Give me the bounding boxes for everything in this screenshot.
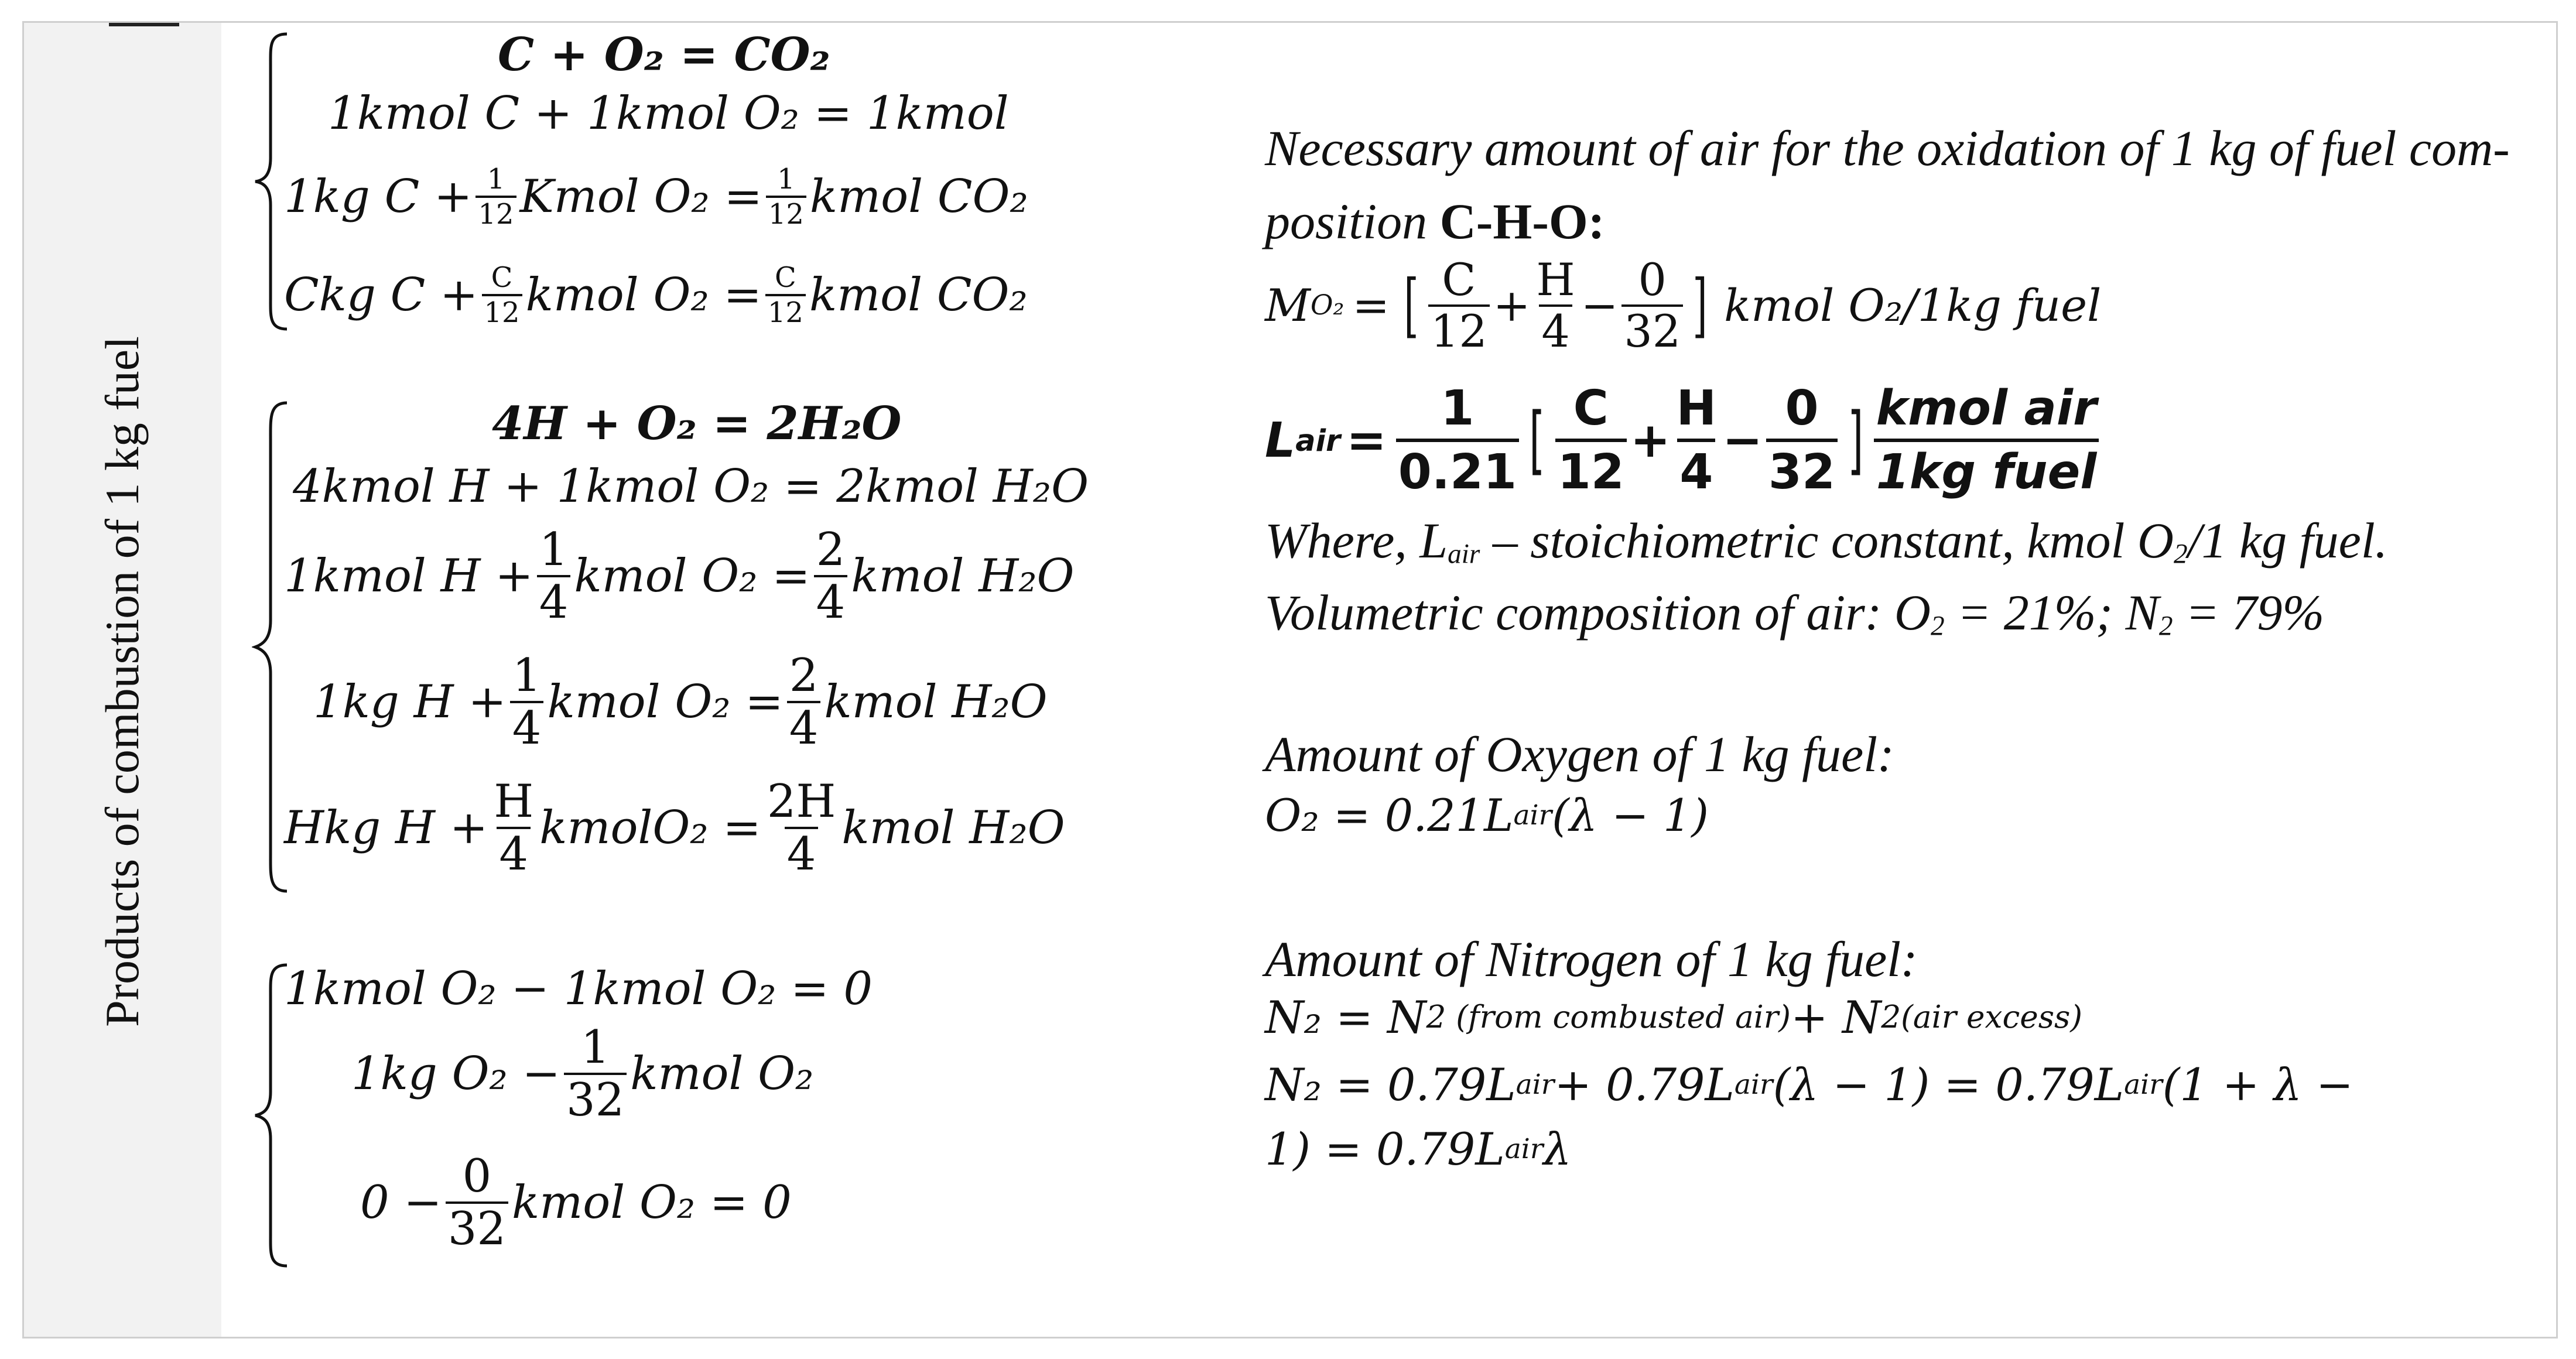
text-seg: =: [1346, 412, 1387, 468]
nitrogen-amount-heading: Amount of Nitrogen of 1 kg fuel:: [1265, 931, 1918, 987]
denominator: 0.21: [1396, 439, 1519, 500]
text-seg: kmol CO₂: [809, 269, 1028, 321]
text-seg: kmol CO₂: [809, 170, 1028, 223]
hydrogen-line-2: [284, 523, 1075, 629]
fraction: [1766, 381, 1838, 500]
numerator: 2: [789, 649, 819, 702]
subscript: air: [1516, 1069, 1555, 1101]
text-seg: M: [1265, 279, 1311, 331]
text-seg: kmol O₂ =: [525, 269, 762, 321]
left-bracket-icon: [: [1404, 265, 1419, 345]
denominator: 32: [564, 1073, 627, 1123]
operator: +: [1630, 412, 1671, 468]
text-seg: position: [1265, 193, 1440, 249]
numerator: 1: [539, 523, 569, 576]
operator: +: [1493, 279, 1531, 331]
text-seg: (λ − 1) = 0.79L: [1773, 1059, 2125, 1111]
carbon-head-equation: C + O₂ = CO₂: [498, 28, 830, 81]
denominator: 4: [814, 575, 848, 625]
denominator: 4: [537, 575, 571, 625]
text-seg: kmol O₂: [630, 1048, 814, 1100]
left-bracket-icon: [: [1529, 396, 1545, 484]
side-panel: [24, 23, 221, 1337]
text-seg: O₂ = 0.21L: [1265, 789, 1514, 841]
text-seg: N₂ = 0.79L: [1265, 1059, 1516, 1111]
intro-line-1: Necessary amount of air for the oxidation of 1 kg of fuel com-: [1265, 120, 2510, 176]
denominator: 1kg fuel: [1874, 439, 2099, 500]
text-seg: 1kmol H +: [284, 550, 533, 603]
denominator: 32: [1621, 304, 1683, 354]
numerator: 0: [462, 1150, 492, 1203]
volumetric-line: [1265, 584, 2325, 642]
denominator: 12: [475, 196, 516, 228]
fraction: [491, 775, 536, 881]
fraction: [537, 523, 571, 629]
carbon-equations: [252, 29, 1130, 345]
composition-label: C-H-O:: [1439, 193, 1605, 249]
text-seg: kmol O₂ =: [547, 676, 784, 728]
fraction: [475, 163, 516, 231]
right-bracket-icon: ]: [1692, 265, 1708, 345]
denominator: 4: [1539, 304, 1572, 354]
subscript: 2 (from combusted air): [1426, 999, 1791, 1036]
denominator: 4: [787, 701, 821, 751]
numerator: 1: [487, 163, 505, 196]
text-seg: 1) = 0.79L: [1265, 1123, 1505, 1175]
denominator: 12: [1428, 304, 1490, 354]
subscript: air: [1504, 1133, 1544, 1166]
unit: kmol O₂/1kg fuel: [1724, 279, 2102, 331]
text-seg: + N: [1790, 991, 1881, 1043]
side-dash-mark: [109, 23, 179, 26]
text-seg: (λ − 1): [1552, 789, 1709, 841]
intro-line-2: [1265, 193, 1605, 249]
text-seg: kmol H₂O: [851, 550, 1075, 603]
text-seg: Volumetric composition of air: O: [1265, 584, 1931, 641]
numerator: 2H: [767, 775, 836, 828]
fraction: [564, 1021, 627, 1127]
denominator: 12: [1555, 439, 1627, 500]
fraction: [1428, 254, 1490, 357]
subscript: air: [1734, 1069, 1773, 1101]
text-seg: Hkg H +: [284, 802, 488, 854]
side-label: Products of combustion of 1 kg fuel: [95, 336, 149, 1027]
carbon-line-2: [284, 163, 1028, 231]
fraction: [510, 649, 544, 755]
denominator: 4: [510, 701, 544, 751]
text-seg: + 0.79L: [1554, 1059, 1735, 1111]
hydrogen-line-4: [284, 775, 1065, 881]
hydrogen-equations: [252, 398, 1159, 902]
text-seg: N₂ = N: [1265, 991, 1426, 1043]
fraction: [814, 523, 848, 629]
fraction: [1674, 381, 1719, 500]
oxygen-line-1: 1kmol O₂ − 1kmol O₂ = 0: [284, 963, 873, 1015]
subscript: air: [2124, 1069, 2163, 1101]
denominator: 32: [446, 1201, 508, 1252]
fraction: [765, 263, 806, 327]
hydrogen-line-3: [313, 649, 1048, 755]
fraction: [765, 775, 839, 881]
text-seg: (1 + λ −: [2162, 1059, 2353, 1111]
text-seg: L: [1265, 412, 1296, 468]
oxygen-line-3: [360, 1150, 792, 1255]
text-seg: 1kg O₂ −: [351, 1048, 560, 1100]
text-seg: 0 −: [360, 1176, 442, 1229]
oxygen-amount-equation: [1265, 789, 1709, 841]
numerator: H: [1536, 254, 1575, 306]
text-seg: =: [1352, 279, 1390, 331]
text-seg: Kmol O₂ =: [519, 170, 762, 223]
denominator: 4: [497, 827, 531, 877]
subscript: 2: [1931, 611, 1945, 642]
fraction: [446, 1150, 508, 1255]
fraction: [1534, 254, 1577, 357]
numerator: H: [494, 775, 534, 828]
subscript: 2: [2158, 611, 2173, 642]
text-seg: λ: [1543, 1123, 1572, 1175]
oxygen-equations: [252, 960, 1013, 1288]
text-seg: = 21%; N: [1944, 584, 2159, 641]
fraction: [766, 163, 806, 231]
text-seg: kmol H₂O: [824, 676, 1048, 728]
lair-equation: [1265, 381, 2102, 500]
text-seg: kmolO₂ =: [539, 802, 761, 854]
operator: −: [1722, 412, 1763, 468]
text-seg: kmol O₂ =: [574, 550, 810, 603]
subscript: air: [1295, 423, 1341, 458]
nitrogen-equation-3: [1265, 1123, 1572, 1175]
fraction: [482, 263, 522, 327]
carbon-line-3: [284, 263, 1028, 327]
numerator: C: [491, 261, 513, 294]
numerator: 0: [1785, 381, 1819, 436]
numerator: 2: [816, 523, 846, 576]
denominator: 12: [482, 294, 522, 327]
text-seg: kmol O₂ = 0: [512, 1176, 792, 1229]
numerator: 1: [512, 649, 542, 702]
denominator: 4: [785, 827, 819, 877]
hydrogen-head-equation: 4H + O₂ = 2H₂O: [492, 397, 902, 450]
denominator: 12: [765, 294, 806, 327]
text-seg: kmol H₂O: [841, 802, 1065, 854]
subscript: 2(air excess): [1881, 999, 2083, 1036]
numerator: H: [1676, 381, 1717, 436]
text-seg: – stoichiometric constant, kmol O: [1480, 512, 2174, 569]
right-bracket-icon: ]: [1848, 396, 1864, 484]
nitrogen-equation-1: [1265, 991, 2083, 1043]
denominator: 32: [1766, 439, 1838, 500]
text-seg: /1 kg fuel.: [2187, 512, 2388, 569]
numerator: 1: [580, 1021, 610, 1074]
text-seg: Where, L: [1265, 512, 1448, 569]
fraction: [787, 649, 821, 755]
oxygen-amount-heading: Amount of Oxygen of 1 kg fuel:: [1265, 726, 1894, 782]
numerator: C: [1442, 254, 1476, 306]
where-line: [1265, 512, 2388, 570]
text-seg: Ckg C +: [284, 269, 478, 321]
numerator: 1: [777, 163, 795, 196]
hydrogen-line-1: 4kmol H + 1kmol O₂ = 2kmol H₂O: [293, 460, 1089, 513]
subscript: air: [1513, 799, 1552, 832]
numerator: C: [775, 261, 796, 294]
subscript: 2: [2174, 539, 2188, 570]
text-seg: = 79%: [2173, 584, 2325, 641]
operator: −: [1581, 279, 1619, 331]
denominator: 4: [1677, 439, 1715, 500]
text-seg: 1kg C +: [284, 170, 473, 223]
numerator: 1: [1441, 381, 1475, 436]
subscript: O₂: [1310, 289, 1345, 322]
carbon-line-1: 1kmol C + 1kmol O₂ = 1kmol: [328, 87, 1009, 140]
mo2-equation: [1265, 254, 2102, 357]
fraction: [1396, 381, 1519, 500]
numerator: C: [1573, 381, 1609, 436]
oxygen-line-2: [351, 1021, 814, 1127]
numerator: kmol air: [1876, 381, 2097, 436]
fraction: [1555, 381, 1627, 500]
denominator: 12: [766, 196, 806, 228]
subscript: air: [1448, 539, 1480, 570]
nitrogen-equation-2: [1265, 1059, 2353, 1111]
fraction: [1621, 254, 1683, 357]
numerator: 0: [1638, 254, 1667, 306]
unit-fraction: [1874, 381, 2099, 500]
text-seg: 1kg H +: [313, 676, 507, 728]
